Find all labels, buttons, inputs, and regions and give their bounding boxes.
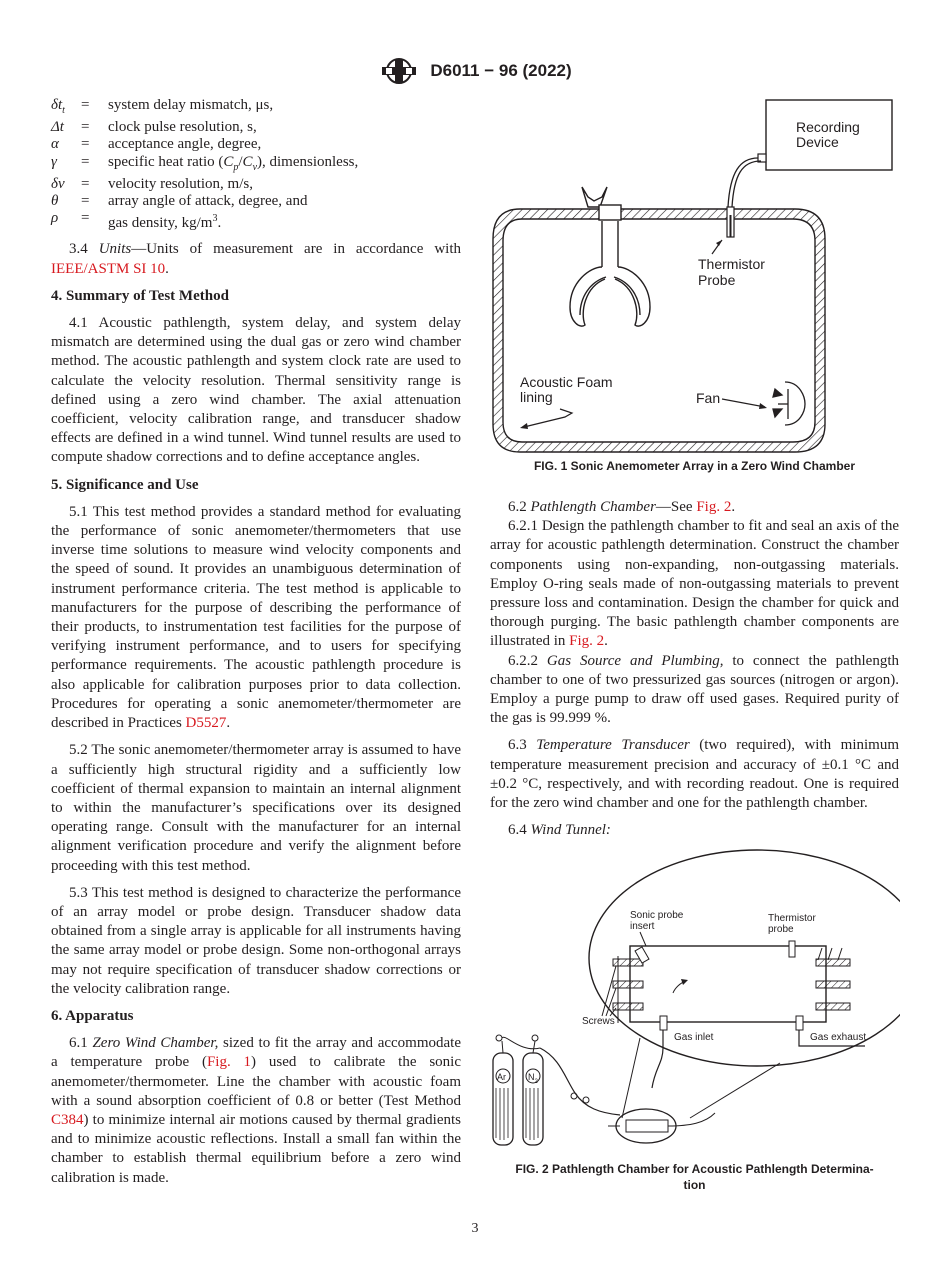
gas-exhaust-label: Gas exhaust: [810, 1032, 867, 1043]
link-fig-2[interactable]: Fig. 2: [696, 499, 732, 515]
link-fig-1[interactable]: Fig. 1: [206, 1054, 252, 1071]
symbol-row: ρ = gas density, $kg/m^3$.: [51, 210, 222, 232]
figure-2-pathlength-chamber: [490, 848, 900, 1148]
figure-1-zero-wind-chamber: [490, 97, 900, 457]
link-ieee-astm-si10[interactable]: IEEE/ASTM SI 10: [51, 260, 166, 277]
symbol-list: [51, 97, 461, 232]
nitrogen-cylinder: [523, 1035, 543, 1145]
heading-section-4: 4. Summary of Test Method: [51, 287, 229, 304]
fan-label: Fan: [696, 390, 721, 406]
sonic-probe-label: Sonic probe: [630, 910, 684, 921]
symbol-row: γ = specific heat ratio $(C_p/C_v)$, dimensionless,: [51, 153, 359, 173]
right-column: [490, 498, 899, 848]
screws-label: Screws: [582, 1016, 615, 1027]
acoustic-foam-label: Acoustic Foam: [520, 374, 613, 390]
paragraph-6-2-1: 6.2.1 Design the pathlength chamber to fit and seal an axis of the array for acoustic pathlength determination. Construct the chamber components using non-expanding, non-outgassing materials. Employ O-ring seals made of non-outgassing materials to prevent pressure loss and contamination. Design the chamber for quick and thorough purging. The basic pathlength chamber components are illustrated in Fig. 2.: [490, 518, 899, 650]
page-number: 3: [471, 1221, 479, 1236]
paragraph-3-4: 3.4 Units—Units of measurement are in accordance with IEEE/ASTM SI 10.: [51, 241, 461, 277]
recording-device-label: Device: [796, 134, 839, 150]
link-c384[interactable]: C384: [51, 1111, 84, 1128]
gas-inlet-label: Gas inlet: [674, 1032, 714, 1043]
symbol-row: Δt = clock pulse resolution, s,: [51, 119, 257, 136]
thermistor-label: probe: [768, 924, 794, 935]
paragraph-6-1: 6.1 Zero Wind Chamber, sized to fit the array and accommodate a temperature probe (Fig. 1) used to calibrate the sonic anemometer/thermometer. Line the chamber with acoustic foam with a sound absorption coefficient of 0.8 or better (Test Method C384) to minimize internal air motions caused by thermal gradients and to minimize acoustic reflections. Install a small fan within the chamber to establish thermal equilibrium before a zero wind calibration is made.: [51, 1035, 461, 1186]
paragraph-6-3: 6.3 Temperature Transducer (two required), with minimum temperature measurement precision and accuracy of ±0.1 °C and ±0.2 °C, respectively, and with recording readout. One is required for the zero wind chamber and one for the pathlength chamber.: [490, 737, 900, 812]
paragraph-5-1: 5.1 This test method provides a standard method for evaluating the performance of sonic anemometer/thermometers that use inverse time solutions to measure wind velocity components and the speed of sound. It provides an unambiguous determination of instrument performance criteria. The test method is applicable to manufacturers for the purpose of describing the performance of their products, to instrumentation test facilities for the purpose of verifying instrument performance, and to users for specifying performance requirements. The acoustic pathlength procedure is also applicable for calibration purposes prior to data collection. Procedures for operating a sonic anemometer/thermometer are described in Practices D5527.: [51, 503, 461, 732]
figure-2-caption: FIG. 2 Pathlength Chamber for Acoustic Pathlength Determina- tion: [515, 1162, 874, 1192]
astm-logo-icon: [378, 58, 420, 84]
figure-1-caption: FIG. 1 Sonic Anemometer Array in a Zero Wind Chamber: [533, 459, 856, 473]
standard-designation: D6011 − 96 (2022): [430, 61, 572, 80]
pathlength-chamber-tube: [630, 946, 826, 1022]
fan-icon: [773, 382, 805, 425]
acoustic-foam-label: lining: [520, 389, 553, 405]
paragraph-6-2-2: 6.2.2 Gas Source and Plumbing, to connect the pathlength chamber to one of two pressurized gas sources (nitrogen or argon). Employ a purge pump to draw off used gases. Required purity of the gas is 99.999 %.: [490, 652, 899, 727]
paragraph-5-3: 5.3 This test method is designed to characterize the performance of an array model or probe design. Transducer shadow data obtained from a single array is applicable for all instruments having the same array model or probe design. Some non-orthogonal arrays may not require specification of transducer shadow corrections or the velocity calibration range.: [51, 884, 461, 997]
left-column: [51, 97, 461, 1188]
thermistor-label: Thermistor: [768, 913, 816, 924]
nitrogen-label: $N_2$: [528, 1072, 538, 1085]
thermistor-probe-label: Thermistor: [698, 256, 765, 272]
link-d5527[interactable]: D5527: [185, 715, 227, 732]
thermistor-probe-label: Probe: [698, 272, 736, 288]
paragraph-4-1: 4.1 Acoustic pathlength, system delay, and system delay mismatch are determined using the dual gas or zero wind chamber method. The acoustic pathlength and system clock rate are used to calculate the velocity resolution. Thermal sensitivity range is defined using a zero wind chamber. The axial attenuation coefficient, velocity calibration range, and transducer shadow effects are defined in a wind tunnel. Wind tunnel results are used to compute shadow corrections and to define acceptance angles.: [51, 315, 461, 466]
page-header: [0, 58, 950, 84]
recording-device-label: Recording: [796, 119, 860, 135]
paragraph-6-2: 6.2 Pathlength Chamber—See Fig. 2.: [508, 499, 736, 515]
paragraph-5-2: 5.2 The sonic anemometer/thermometer array is assumed to have a sufficiently high structural rigidity and a sufficiently low coefficient of thermal expansion to maintain an internal alignment to within the manufacturer’s specifications over its designed operating range. Consult with the manufacturer for an internal alignment verification procedure and verify the alignment before proceeding with this test method.: [51, 742, 461, 874]
argon-label: Ar: [497, 1072, 506, 1082]
symbol-row: θ = array angle of attack, degree, and: [51, 193, 308, 210]
link-fig-2[interactable]: Fig. 2: [569, 633, 605, 650]
sonic-probe-label: insert: [630, 921, 655, 932]
argon-cylinder: [493, 1035, 513, 1145]
symbol-row: $\delta t_t$ = system delay mismatch, μs,: [51, 97, 274, 116]
symbol-row: α = acceptance angle, degree,: [51, 136, 262, 153]
heading-section-6: 6. Apparatus: [51, 1007, 134, 1024]
symbol-row: δv = velocity resolution, m/s,: [51, 175, 253, 192]
paragraph-6-4: 6.4 Wind Tunnel:: [508, 822, 611, 839]
sonic-anemometer-array: [570, 187, 650, 326]
heading-section-5: 5. Significance and Use: [51, 476, 199, 493]
